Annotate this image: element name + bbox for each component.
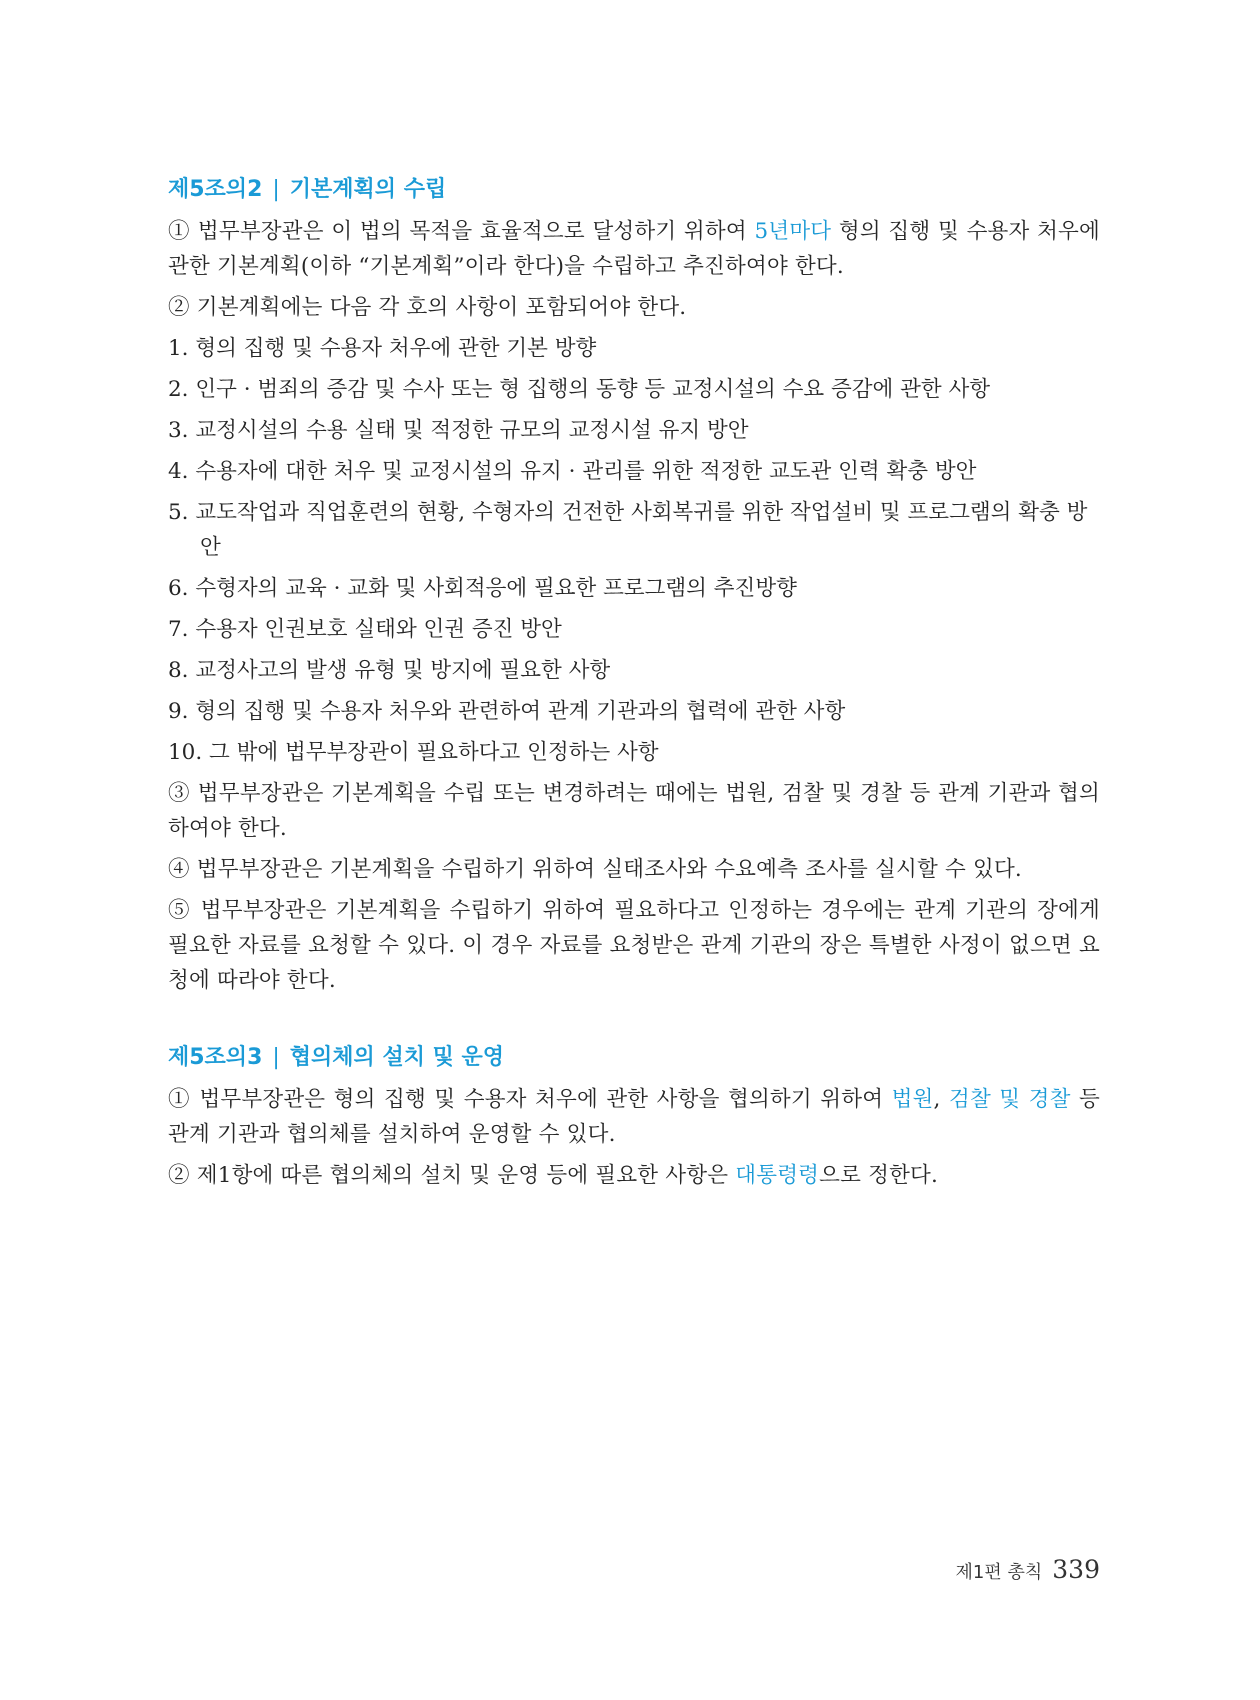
- highlight-five-years: 5년마다: [754, 219, 832, 244]
- article-5-2-heading: [168, 174, 1100, 206]
- list-item: 10. 그 밖에 법무부장관이 필요하다고 인정하는 사항: [168, 740, 659, 765]
- highlight-presidential-decree: 대통령령: [735, 1163, 820, 1188]
- list-item: 3. 교정시설의 수용 실태 및 적정한 규모의 교정시설 유지 방안: [168, 418, 749, 443]
- chapter-label: 제1편 총칙: [955, 1562, 1043, 1583]
- article-5-2-paragraph-4: ④ 법무부장관은 기본계획을 수립하기 위하여 실태조사와 수요예측 조사를 실시할 수 있다.: [168, 857, 1022, 882]
- article-number: 제5조의3: [168, 1045, 263, 1070]
- section-spacer: [168, 1004, 1100, 1042]
- list-item: 1. 형의 집행 및 수용자 처우에 관한 기본 방향: [168, 336, 597, 361]
- article-number: 제5조의2: [168, 177, 263, 202]
- page-number: 339: [1052, 1555, 1100, 1584]
- article-5-2-item-list: [168, 331, 1100, 770]
- highlight-prosecution-police: 검찰 및 경찰: [948, 1087, 1071, 1112]
- paragraph-text: ① 법무부장관은 형의 집행 및 수용자 처우에 관한 사항을 협의하기 위하여: [168, 1087, 892, 1112]
- paragraph-text: ,: [933, 1087, 949, 1112]
- article-5-3-paragraph-1: [168, 1082, 1100, 1152]
- paragraph-text: 등 관계 기관과 협의체를 설치하여 운영할 수 있다.: [168, 1087, 1100, 1147]
- paragraph-text: 형의 집행 및 수용자 처우에 관한 기본계획(이하 “기본계획”이라 한다)을 수립하고 추진하여야 한다.: [168, 219, 1100, 279]
- paragraph-text: 으로 정한다.: [819, 1163, 939, 1188]
- article-5-3-heading: [168, 1042, 1100, 1074]
- list-item: 8. 교정사고의 발생 유형 및 방지에 필요한 사항: [168, 658, 611, 683]
- article-5-2-paragraph-3: ③ 법무부장관은 기본계획을 수립 또는 변경하려는 때에는 법원, 검찰 및 경찰 등 관계 기관과 협의하여야 한다.: [168, 781, 1100, 841]
- article-5-3-paragraph-2: [168, 1158, 1100, 1193]
- page-footer: [956, 1552, 1100, 1588]
- list-item: 9. 형의 집행 및 수용자 처우와 관련하여 관계 기관과의 협력에 관한 사항: [168, 699, 846, 724]
- heading-separator: |: [272, 177, 280, 202]
- paragraph-text: ② 제1항에 따른 협의체의 설치 및 운영 등에 필요한 사항은: [168, 1163, 736, 1188]
- article-5-2-paragraph-2: ② 기본계획에는 다음 각 호의 사항이 포함되어야 한다.: [168, 295, 687, 320]
- highlight-court: 법원: [891, 1087, 934, 1112]
- article-5-2-paragraph-1: [168, 214, 1100, 284]
- list-item: 5. 교도작업과 직업훈련의 현황, 수형자의 건전한 사회복귀를 위한 작업설비 및 프로그램의 확충 방안: [168, 500, 1088, 560]
- article-title: 기본계획의 수립: [289, 177, 447, 202]
- article-5-2-paragraph-5: ⑤ 법무부장관은 기본계획을 수립하기 위하여 필요하다고 인정하는 경우에는 관계 기관의 장에게 필요한 자료를 요청할 수 있다. 이 경우 자료를 요청받은 관계 기관의 장은 특별한 사정이 없으면 요청에 따라야 한다.: [168, 898, 1100, 993]
- heading-separator: |: [272, 1045, 280, 1070]
- article-title: 협의체의 설치 및 운영: [289, 1045, 505, 1070]
- page-content: [168, 174, 1100, 1199]
- list-item: 2. 인구 · 범죄의 증감 및 수사 또는 형 집행의 동향 등 교정시설의 수요 증감에 관한 사항: [168, 377, 991, 402]
- list-item: 6. 수형자의 교육 · 교화 및 사회적응에 필요한 프로그램의 추진방향: [168, 576, 797, 601]
- list-item: 7. 수용자 인권보호 실태와 인권 증진 방안: [168, 617, 562, 642]
- paragraph-text: ① 법무부장관은 이 법의 목적을 효율적으로 달성하기 위하여: [168, 219, 755, 244]
- list-item: 4. 수용자에 대한 처우 및 교정시설의 유지 · 관리를 위한 적정한 교도관 인력 확충 방안: [168, 459, 977, 484]
